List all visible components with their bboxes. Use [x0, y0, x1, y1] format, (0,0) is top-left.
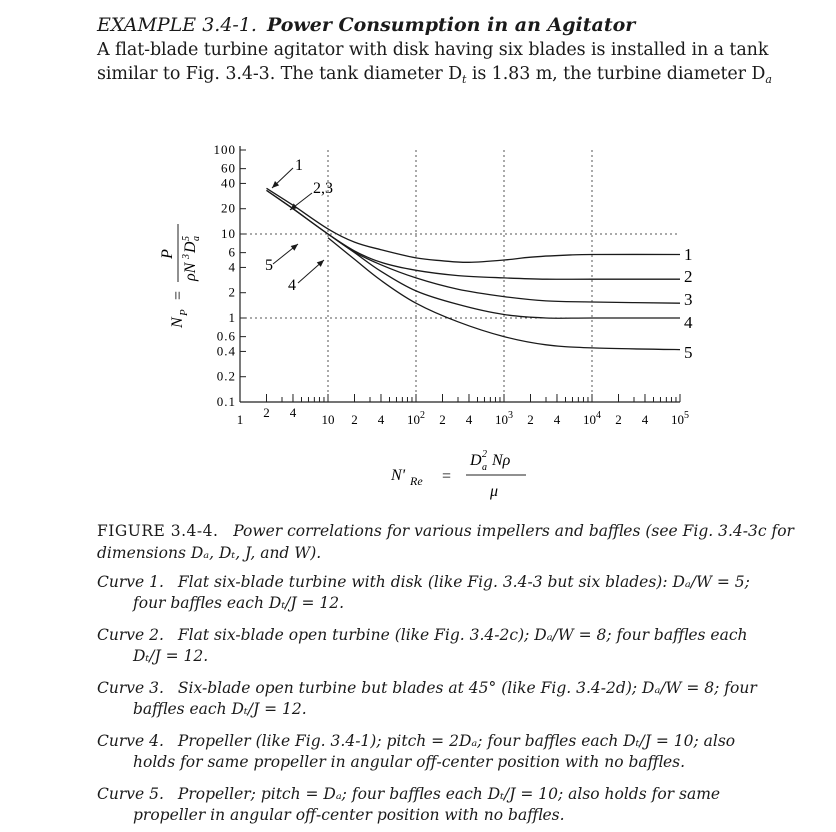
y-label-num: P	[159, 249, 176, 259]
y-label-den-exp1: 3	[181, 254, 192, 259]
x-tick-label: 4	[465, 412, 473, 427]
y-tick-label: 10	[221, 226, 236, 241]
y-label-eq: =	[170, 290, 187, 300]
y-axis-label	[159, 224, 202, 329]
curve-note-4: Curve 4. Propeller (like Fig. 3.4-1); pitch = 2Dₐ; four baffles each Dₜ/J = 10; also holds for same propeller in angular off-center position with no baffles.	[97, 732, 736, 771]
y-tick-label: 100	[213, 142, 236, 157]
x-tick-label: $10^5$	[671, 410, 689, 427]
x-tick-label: 4	[289, 405, 297, 420]
chart-labels	[265, 157, 693, 362]
right-curve-label-1: 1	[684, 245, 693, 264]
y-tick-label: 4	[228, 259, 236, 275]
y-tick-label: 60	[221, 160, 236, 176]
x-axis-label	[390, 449, 526, 500]
curve-note-3: Curve 3. Six-blade open turbine but blades at 45° (like Fig. 3.4-2d); Dₐ/W = 8; four baffles each Dₜ/J = 12.	[97, 679, 757, 718]
left-curve-label-2: 5	[265, 257, 273, 274]
x-tick-label: 1	[236, 412, 244, 427]
y-label-lhs: N	[169, 317, 186, 328]
chart-series	[267, 188, 681, 349]
y-tick-label: 20	[221, 200, 236, 216]
x-tick-label: 4	[553, 412, 561, 427]
right-curve-label-5: 5	[684, 343, 693, 362]
x-label-num-sub: a	[482, 462, 487, 473]
example-text-line-1: A flat-blade turbine agitator with disk having six blades is installed in a tank	[97, 40, 769, 60]
curve-note-2: Curve 2. Flat six-blade open turbine (like Fig. 3.4-2c); Dₐ/W = 8; four baffles each Dₜ/J = 12.	[97, 626, 748, 665]
left-curve-label-3: 4	[288, 277, 296, 294]
curve-note-5: Curve 5. Propeller; pitch = Dₐ; four baffles each Dₜ/J = 10; also holds for same propeller in angular off-center position with no baffles.	[97, 785, 721, 824]
curve-note-1: Curve 1. Flat six-blade turbine with disk (like Fig. 3.4-3 but six blades): Dₐ/W = 5; four baffles each Dₜ/J = 12.	[97, 573, 750, 612]
y-tick-label: 0.1	[216, 394, 236, 409]
x-label-num-exp: 2	[482, 449, 487, 460]
x-tick-label: 2	[439, 412, 446, 427]
x-label-lhs: N'	[391, 467, 406, 484]
right-curve-label-2: 2	[684, 267, 693, 286]
left-curve-label-0: 1	[295, 157, 303, 174]
left-curve-label-1: 2,3	[313, 180, 333, 197]
chart-axes	[214, 142, 690, 427]
x-tick-label: $10^3$	[495, 410, 513, 427]
figure-caption	[97, 520, 797, 564]
y-tick-label: 2	[228, 284, 236, 300]
series-curve-1	[267, 188, 681, 262]
figure-label: FIGURE 3.4-4.	[97, 522, 219, 540]
y-label-lhs-sub: P	[178, 309, 190, 316]
x-label-eq: =	[442, 468, 452, 485]
y-tick-label: 1	[228, 310, 236, 325]
x-tick-label: 2	[351, 412, 358, 427]
y-tick-label: 0.2	[216, 368, 236, 384]
x-label-num-pre: D	[470, 452, 482, 469]
x-tick-label: $10^4$	[583, 410, 601, 427]
curve-label-arrowhead-2	[291, 244, 298, 251]
y-tick-label: 6	[228, 244, 236, 260]
series-curve-3	[267, 190, 681, 303]
example-title: Power Consumption in an Agitator	[266, 14, 636, 36]
x-tick-label: 2	[527, 412, 534, 427]
y-tick-label: 0.4	[216, 343, 236, 359]
example-text-line-2: similar to Fig. 3.4-3. The tank diameter $D_t$ is 1.83 m, the turbine diameter $D_a$	[97, 64, 772, 86]
x-tick-label: 4	[377, 412, 385, 427]
example-number: EXAMPLE 3.4-1.	[97, 14, 257, 36]
x-tick-label: 2	[615, 412, 622, 427]
y-label-den-exp2: 5	[181, 236, 192, 241]
right-curve-label-4: 4	[684, 313, 693, 332]
y-tick-label: 40	[221, 175, 236, 191]
x-label-den: μ	[490, 483, 499, 500]
x-tick-label: 4	[641, 412, 649, 427]
y-tick-label: 0.6	[216, 328, 236, 344]
x-label-num-post: Nρ	[492, 452, 511, 469]
y-label-den-pre: ρN	[182, 262, 199, 281]
x-tick-label: $10^2$	[407, 410, 425, 427]
figure-caption-text: Power correlations for various impellers and baffles (see Fig. 3.4-3c for dimensions Dₐ, Dₜ, J, and W).	[97, 522, 794, 562]
y-label-den-mid: D	[182, 241, 199, 253]
x-tick-label: 2	[263, 405, 270, 420]
right-curve-label-3: 3	[684, 290, 693, 309]
x-label-lhs-sub: Re	[410, 474, 423, 488]
x-tick-label: 10	[321, 412, 335, 427]
y-label-den-sub: a	[191, 236, 202, 241]
